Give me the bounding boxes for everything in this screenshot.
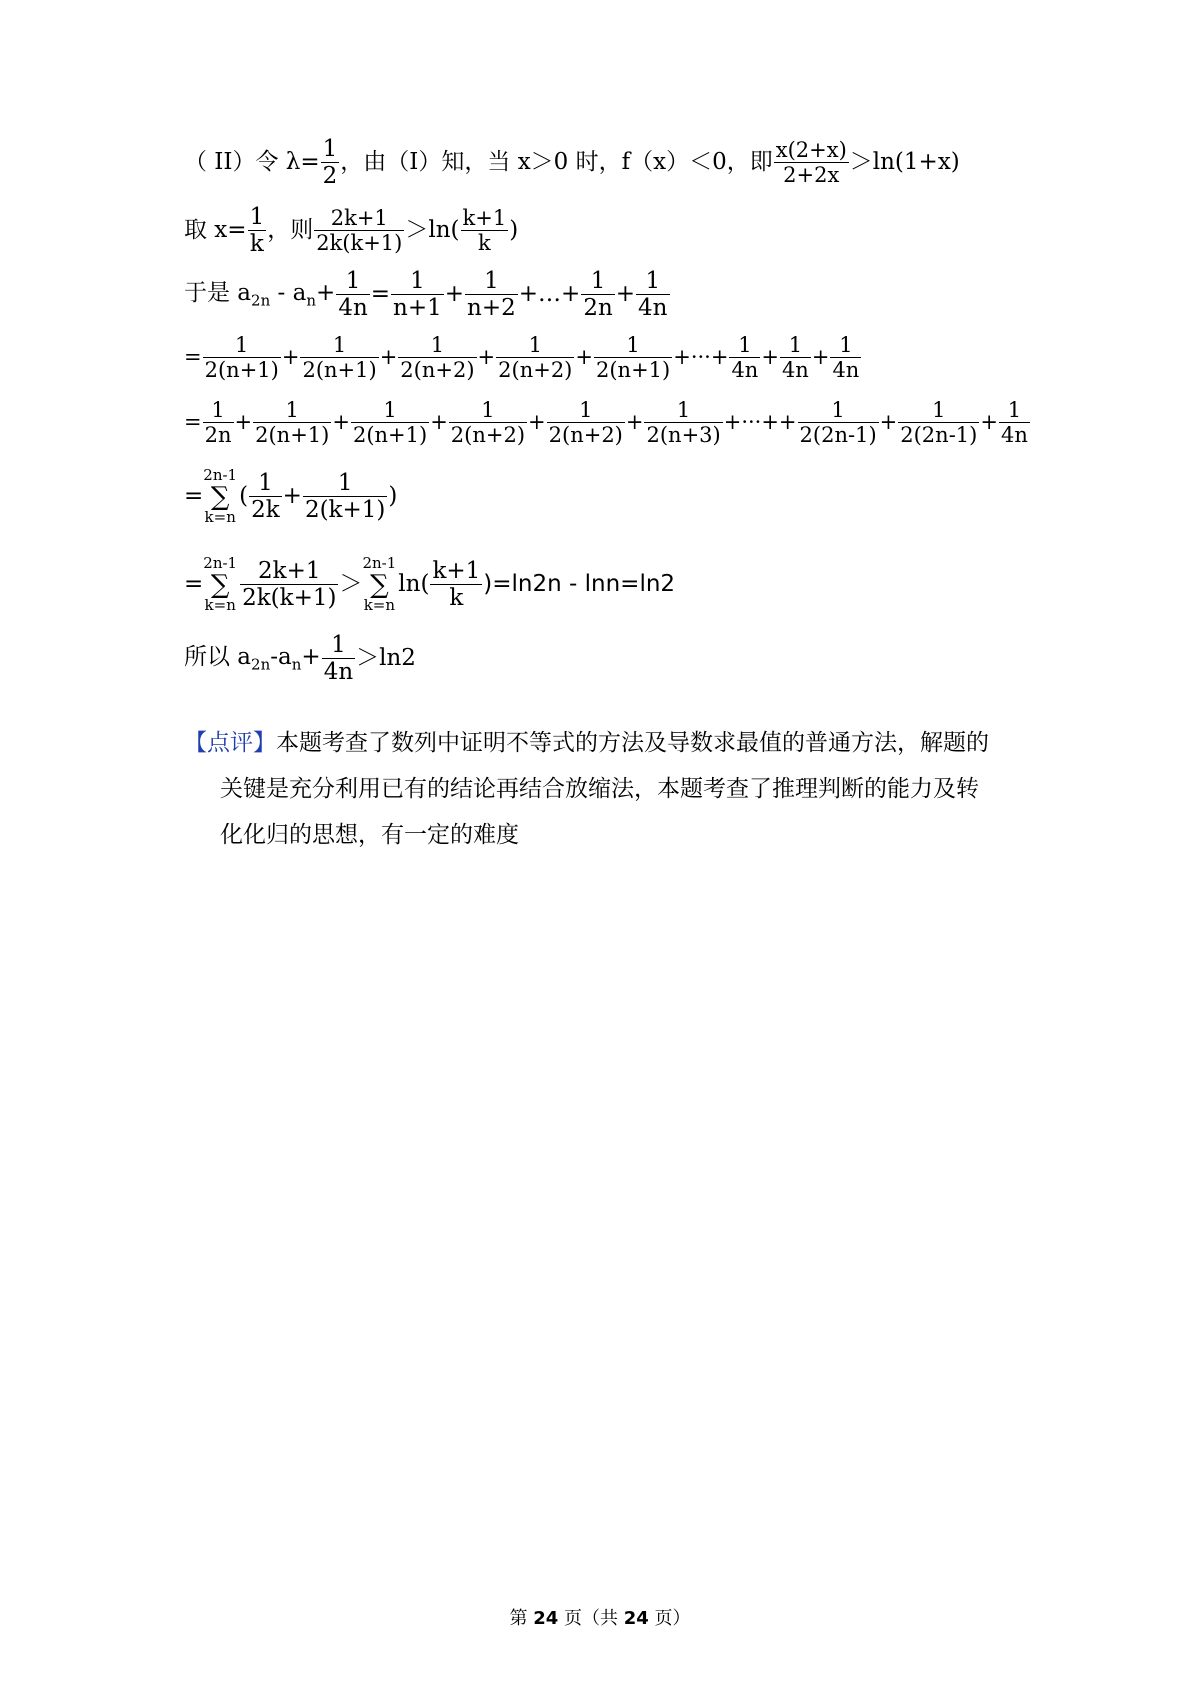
denominator: 2(n+1) xyxy=(255,423,330,448)
denominator: 2n xyxy=(204,423,232,448)
denominator: 2k xyxy=(251,497,280,524)
fraction xyxy=(780,333,811,382)
plus-sign: + xyxy=(761,345,779,370)
fraction xyxy=(830,333,861,382)
numerator: 1 xyxy=(547,398,625,423)
denominator: 2 xyxy=(322,163,338,190)
plus-sign: + xyxy=(316,279,336,306)
plus-sign: + xyxy=(528,410,546,435)
line8-minus: -a xyxy=(270,643,292,670)
ellipsis: +…+ xyxy=(518,281,581,308)
denominator: 4n xyxy=(832,358,860,383)
ln-open: ln( xyxy=(398,571,430,598)
fraction xyxy=(461,206,509,255)
sum-upper-limit: 2n-1 xyxy=(362,554,397,572)
numerator: 1 xyxy=(644,398,722,423)
fraction xyxy=(594,333,672,382)
summation xyxy=(362,556,396,614)
denominator: 4n xyxy=(638,295,668,322)
plus-sign: + xyxy=(444,281,465,308)
solution-line-8 xyxy=(184,632,416,686)
solution-line-6 xyxy=(184,468,397,526)
numerator: 1 xyxy=(351,398,429,423)
ellipsis: +···++ xyxy=(723,410,797,435)
fraction xyxy=(547,398,625,447)
line8-prefix: 所以 a xyxy=(184,643,252,670)
denominator: 2(n+1) xyxy=(352,423,428,448)
footer-mid: 页（共 xyxy=(558,1608,624,1629)
sigma-symbol: ∑ xyxy=(210,481,230,512)
subscript: n xyxy=(306,291,317,310)
denominator: n+2 xyxy=(467,295,516,322)
fraction xyxy=(336,268,369,322)
fraction xyxy=(203,333,281,382)
denominator: 4n xyxy=(731,358,759,383)
fraction xyxy=(322,632,355,686)
subscript: 2n xyxy=(251,291,271,310)
comment-line-2: 关键是充分利用已有的结论再结合放缩法，本题考查了推理判断的能力及转 xyxy=(220,776,979,802)
numerator: 1 xyxy=(465,268,518,295)
footer-total-pages: 24 xyxy=(623,1608,649,1629)
plus-sign: + xyxy=(379,345,398,370)
sum-upper-limit: 2n-1 xyxy=(203,466,238,484)
numerator: 2k+1 xyxy=(314,206,404,231)
equals-sign: = xyxy=(184,410,202,435)
plus-sign: + xyxy=(879,410,898,435)
numerator: 1 xyxy=(581,268,614,295)
denominator: 4n xyxy=(1000,423,1028,448)
fraction xyxy=(644,398,722,447)
denominator: 2(n+1) xyxy=(302,358,377,383)
fraction xyxy=(465,268,518,322)
footer-pre: 第 xyxy=(509,1608,534,1629)
numerator: 1 xyxy=(249,470,282,497)
plus-sign: + xyxy=(430,410,448,435)
fraction xyxy=(314,206,404,255)
line7-tail: )=ln2n - lnn=ln2 xyxy=(483,571,676,598)
numerator: 1 xyxy=(780,333,811,358)
sum-lower-limit: k=n xyxy=(204,507,236,526)
denominator: 4n xyxy=(781,358,809,383)
fraction xyxy=(999,398,1030,447)
numerator: 1 xyxy=(398,333,476,358)
denominator: 2(n+2) xyxy=(450,423,526,448)
equals-sign: = xyxy=(184,345,202,370)
comment-line-3: 化化归的思想，有一定的难度 xyxy=(220,822,519,848)
numerator: 1 xyxy=(636,268,669,295)
numerator: 1 xyxy=(999,398,1030,423)
line3-expr xyxy=(184,279,336,310)
plus-sign: + xyxy=(980,410,998,435)
numerator: 1 xyxy=(300,333,378,358)
denominator: 2k(k+1) xyxy=(316,231,403,256)
numerator: x(2+x) xyxy=(775,138,847,163)
denominator: k xyxy=(249,231,264,258)
fraction xyxy=(496,333,574,382)
solution-line-5 xyxy=(184,398,1031,447)
numerator: 1 xyxy=(830,333,861,358)
line2-mid: ，则 xyxy=(267,217,314,244)
numerator: k+1 xyxy=(432,557,481,584)
fraction xyxy=(303,470,387,524)
solution-line-3 xyxy=(184,268,671,322)
plus-sign: + xyxy=(811,345,830,370)
ellipsis: +···+ xyxy=(673,345,729,370)
solution-line-2 xyxy=(184,204,518,258)
fraction xyxy=(351,398,429,447)
sigma-symbol: ∑ xyxy=(210,569,230,600)
line1-mid: ，由（I）知，当 x＞0 时，f（x）＜0，即 xyxy=(340,149,773,176)
denominator: 2(n+1) xyxy=(204,358,279,383)
plus-sign: + xyxy=(615,281,636,308)
denominator: 2(2n-1) xyxy=(799,423,877,448)
fraction xyxy=(300,333,378,382)
denominator: k xyxy=(477,231,491,256)
fraction xyxy=(798,398,879,447)
fraction xyxy=(391,268,444,322)
line3-minus: - a xyxy=(270,279,307,306)
plus-sign: + xyxy=(625,410,644,435)
fraction xyxy=(203,398,234,447)
fraction xyxy=(398,333,476,382)
fraction xyxy=(636,268,669,322)
equals-sign: = xyxy=(370,281,391,308)
numerator: 1 xyxy=(249,204,265,230)
line8-tail: ＞ln2 xyxy=(356,645,416,672)
numerator: 1 xyxy=(729,333,760,358)
fraction xyxy=(729,333,760,382)
summation xyxy=(203,556,237,614)
comment-line-1: 本题考查了数列中证明不等式的方法及导数求最值的普通方法，解题的 xyxy=(276,730,989,756)
equals-sign: = xyxy=(184,483,204,510)
fraction xyxy=(581,268,614,322)
fraction xyxy=(898,398,979,447)
denominator: k xyxy=(449,585,464,612)
plus-sign: + xyxy=(234,410,253,435)
open-paren: ( xyxy=(239,483,249,510)
line2-gt: ＞ln( xyxy=(405,217,460,244)
denominator: 2(n+3) xyxy=(646,423,721,448)
plus-sign: + xyxy=(332,410,350,435)
denominator: 2(k+1) xyxy=(304,497,386,524)
sum-lower-limit: k=n xyxy=(363,595,396,614)
summation xyxy=(203,468,237,526)
subscript: n xyxy=(291,655,302,674)
line2-close: ) xyxy=(509,217,519,244)
numerator: 1 xyxy=(303,470,387,497)
fraction xyxy=(430,558,482,612)
numerator: 1 xyxy=(496,333,574,358)
comment-block xyxy=(184,720,1024,858)
numerator: 1 xyxy=(336,268,369,295)
numerator: 1 xyxy=(203,398,234,423)
numerator: 1 xyxy=(203,333,281,358)
sum-upper-limit: 2n-1 xyxy=(203,554,238,572)
page-footer xyxy=(0,1604,1200,1630)
numerator: 1 xyxy=(798,398,879,423)
greater-than-sign: ＞ xyxy=(339,571,363,598)
line2-prefix: 取 x= xyxy=(184,217,247,244)
footer-post: 页） xyxy=(648,1608,691,1629)
numerator: 1 xyxy=(898,398,979,423)
numerator: 1 xyxy=(253,398,331,423)
fraction xyxy=(249,470,282,524)
fraction xyxy=(248,204,267,258)
sigma-symbol: ∑ xyxy=(370,569,389,600)
fraction xyxy=(253,398,331,447)
denominator: 2(n+1) xyxy=(595,358,671,383)
solution-line-7 xyxy=(184,556,675,614)
numerator: 1 xyxy=(449,398,527,423)
close-paren: ) xyxy=(388,483,398,510)
fraction xyxy=(774,138,849,187)
denominator: 4n xyxy=(338,295,368,322)
denominator: 2n xyxy=(583,295,613,322)
plus-sign: + xyxy=(301,643,321,670)
fraction xyxy=(321,136,340,190)
line8-expr xyxy=(184,643,321,674)
denominator: 2(2n-1) xyxy=(900,423,978,448)
line1-tail: ＞ln(1+x) xyxy=(849,149,960,176)
footer-page-number: 24 xyxy=(533,1608,559,1629)
numerator: 1 xyxy=(322,136,338,162)
line3-prefix: 于是 a xyxy=(184,279,252,306)
denominator: n+1 xyxy=(393,295,442,322)
plus-sign: + xyxy=(575,345,593,370)
solution-line-4 xyxy=(184,333,862,382)
numerator: 2k+1 xyxy=(240,558,338,585)
plus-sign: + xyxy=(281,345,300,370)
comment-tag: 【点评】 xyxy=(184,730,276,756)
denominator: 2+2x xyxy=(783,163,840,188)
solution-line-1 xyxy=(184,136,960,190)
plus-sign: + xyxy=(477,345,496,370)
plus-sign: + xyxy=(282,483,302,510)
denominator: 4n xyxy=(323,659,354,686)
denominator: 2(n+2) xyxy=(400,358,475,383)
denominator: 2(n+2) xyxy=(498,358,573,383)
numerator: 1 xyxy=(322,632,355,659)
subscript: 2n xyxy=(251,655,271,674)
fraction xyxy=(240,558,338,612)
numerator: 1 xyxy=(594,333,672,358)
line1-prefix: （ II）令 λ= xyxy=(184,149,320,176)
numerator: 1 xyxy=(391,268,444,295)
sum-lower-limit: k=n xyxy=(204,595,236,614)
equals-sign: = xyxy=(184,571,204,598)
denominator: 2k(k+1) xyxy=(242,585,337,612)
numerator: k+1 xyxy=(462,206,507,231)
denominator: 2(n+2) xyxy=(548,423,623,448)
fraction xyxy=(449,398,527,447)
